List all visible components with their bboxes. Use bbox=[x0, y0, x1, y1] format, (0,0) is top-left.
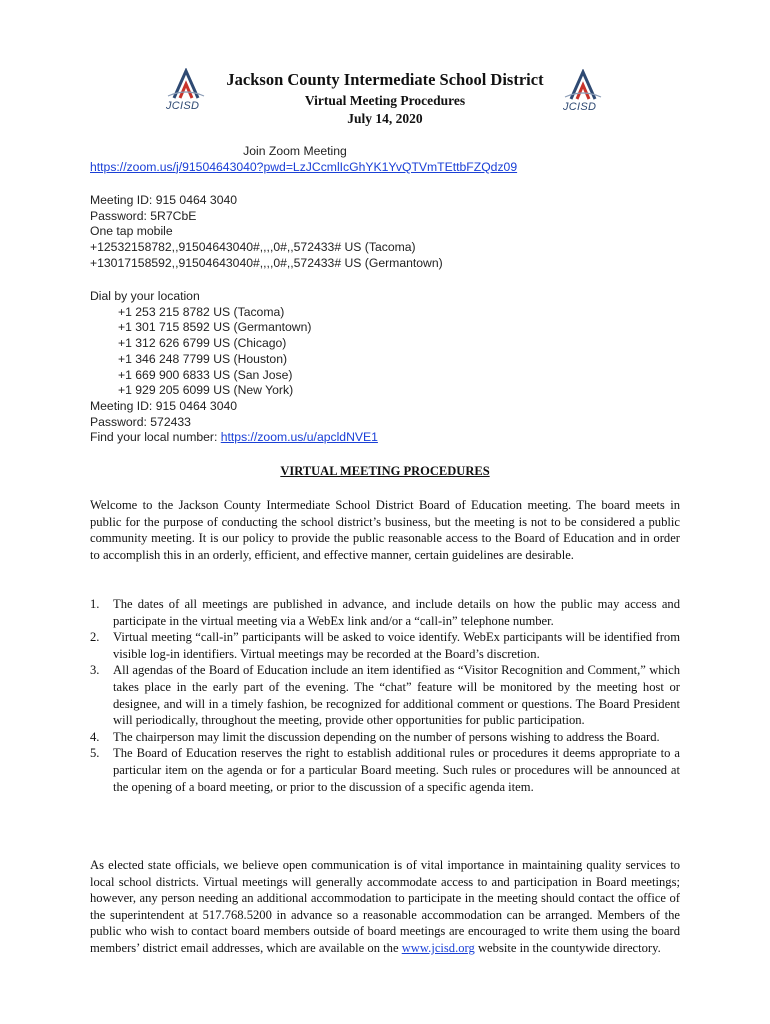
list-item bbox=[90, 596, 680, 629]
dial-number: +1 312 626 6799 US (Chicago) bbox=[118, 336, 287, 351]
jcisd-website-link[interactable]: www.jcisd.org bbox=[401, 940, 475, 955]
zoom-join-link[interactable]: https://zoom.us/j/91504643040?pwd=LzJCcmlIcGhYK1YvQTVmTEttbFZQdz09 bbox=[90, 159, 518, 174]
zoom-join-section bbox=[90, 144, 690, 175]
closing-text: As elected state officials, we believe open communication is of vital importance in maintaining quality services to local school districts. Virtual meetings will generally accommodate access to and participation in Board meetings; however, any person needing an additional accommodation to participate in the meeting should contact the office of the superintendent at 517.768.5200 in advance so a reasonable accommodation can be arranged. Members of the public who wish to contact board members outside of board meetings are encouraged to write them using the board members’ district email addresses, which are available on the bbox=[90, 858, 680, 955]
one-tap-label: One tap mobile bbox=[90, 224, 173, 239]
dial-number: +1 929 205 6099 US (New York) bbox=[118, 383, 294, 398]
dial-number: +1 346 248 7799 US (Houston) bbox=[118, 351, 288, 366]
page-title: Jackson County Intermediate School District bbox=[226, 70, 544, 89]
dial-by-location bbox=[90, 289, 690, 446]
rules-list bbox=[90, 596, 680, 795]
list-number: 5. bbox=[90, 746, 100, 761]
one-tap-number: +12532158782,,91504643040#,,,,0#,,572433# US (Tacoma) bbox=[90, 240, 416, 255]
dial-number: +1 253 215 8782 US (Tacoma) bbox=[118, 304, 285, 319]
local-number-line bbox=[90, 430, 690, 446]
list-number: 3. bbox=[90, 663, 100, 678]
meeting-id-2: Meeting ID: 915 0464 3040 bbox=[90, 398, 238, 413]
dial-number: +1 301 715 8592 US (Germantown) bbox=[118, 320, 312, 335]
page-date: July 14, 2020 bbox=[347, 111, 423, 126]
meeting-password: Password: 5R7CbE bbox=[90, 208, 197, 223]
meeting-credentials bbox=[90, 193, 690, 272]
list-number: 2. bbox=[90, 630, 100, 645]
list-item bbox=[90, 662, 680, 728]
meeting-password-2: Password: 572433 bbox=[90, 414, 191, 429]
list-item bbox=[90, 729, 680, 746]
zoom-join-label: Join Zoom Meeting bbox=[243, 144, 347, 158]
dial-number: +1 669 900 6833 US (San Jose) bbox=[118, 367, 293, 382]
closing-paragraph bbox=[90, 857, 680, 957]
list-number: 4. bbox=[90, 729, 100, 744]
list-text: The Board of Education reserves the right to establish additional rules or procedures it deems appropriate to a particular item on the agenda or for a particular Board meeting. Such rules or procedures will be announced at the opening of a board meeting, or prior to the discussion of a specific agenda item. bbox=[113, 746, 680, 794]
list-text: All agendas of the Board of Education include an item identified as “Visitor Recognition and Comment,” which takes place in the early part of the evening. The “chat” feature will be monitored by the meeting host or designee, and will in a timely fashion, be recognized for additional comment or questions. The Board President will periodically, throughout the meeting, provide other opportunities for public participation. bbox=[113, 663, 680, 728]
list-number: 1. bbox=[90, 597, 100, 611]
list-text: The dates of all meetings are published in advance, and include details on how the public may access and participate in the virtual meeting via a WebEx link and/or a “call-in” telephone number. bbox=[113, 597, 680, 628]
list-item bbox=[90, 745, 680, 795]
list-item bbox=[90, 629, 680, 662]
one-tap-number: +13017158592,,91504643040#,,,,0#,,572433# US (Germantown) bbox=[90, 255, 443, 270]
closing-end: website in the countywide directory. bbox=[474, 940, 661, 955]
local-number-link[interactable]: https://zoom.us/u/apcldNVE1 bbox=[220, 430, 378, 445]
logo-text: JCISD bbox=[563, 101, 597, 113]
meeting-id: Meeting ID: 915 0464 3040 bbox=[90, 193, 238, 207]
logo-text: JCISD bbox=[166, 100, 200, 112]
list-text: The chairperson may limit the discussion depending on the number of persons wishing to address the Board. bbox=[113, 729, 660, 744]
page-subtitle: Virtual Meeting Procedures bbox=[304, 93, 466, 108]
section-heading: VIRTUAL MEETING PROCEDURES bbox=[280, 464, 490, 478]
list-text: Virtual meeting “call-in” participants will be asked to voice identify. WebEx participants will be identified from visible log-in identifiers. Virtual meetings may be recorded at the Board’s discretion. bbox=[113, 630, 680, 661]
dial-label: Dial by your location bbox=[90, 289, 200, 303]
intro-paragraph: Welcome to the Jackson County Intermediate School District Board of Education meeting. The board meets in public for the purpose of conducting the school district’s business, but the meeting is not to be considered a public community meeting. It is our policy to provide the public reasonable access to the Board of Education and in order to accomplish this in an orderly, efficient, and effective manner, certain guidelines are desirable. bbox=[90, 498, 680, 562]
local-number-label: Find your local number: bbox=[90, 430, 221, 445]
